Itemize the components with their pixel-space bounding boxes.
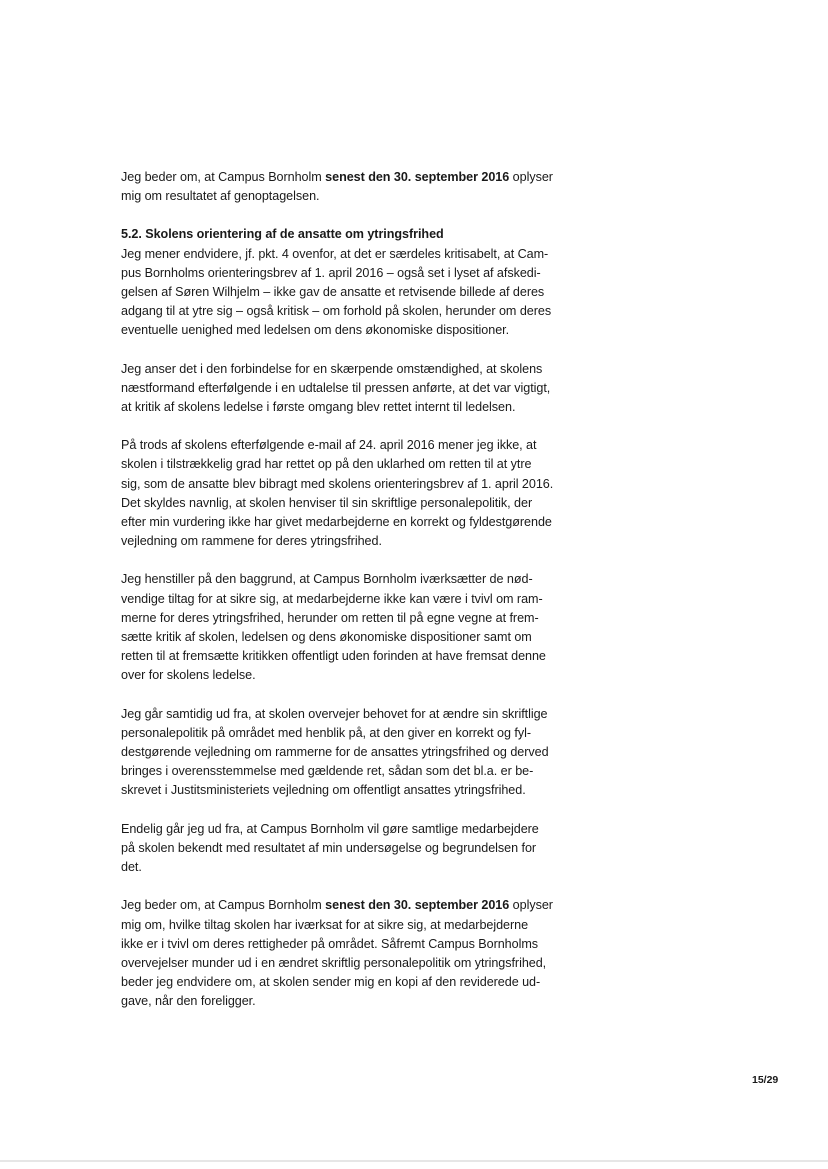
line-text: sig, som de ansatte blev bibragt med skolens orienteringsbrev af 1. april 2016.	[121, 476, 554, 491]
page-number: 15/29	[752, 1074, 779, 1086]
line-text: vejledning om rammene for deres ytringsfrihed.	[121, 534, 382, 549]
paragraph	[121, 436, 591, 551]
text-line	[121, 245, 591, 264]
line-text: det.	[121, 860, 142, 875]
line-text: overvejelser munder ud i en ændret skriftlig personalepolitik om ytringsfrihed,	[121, 955, 547, 970]
line-text: eventuelle uenighed med ledelsen om dens økonomiske dispositioner.	[121, 323, 510, 338]
text-line	[121, 168, 591, 187]
text-line	[121, 360, 591, 379]
line-text: vendige tiltag for at sikre sig, at medarbejderne ikke kan være i tvivl om ram-	[121, 591, 543, 606]
line-text: Jeg beder om, at Campus Bornholm	[121, 170, 326, 184]
text-line	[121, 666, 591, 685]
line-text: Det skyldes navnlig, at skolen henviser til sin skriftlige personalepolitik, der	[121, 495, 533, 510]
text-line	[121, 455, 591, 474]
text-line	[121, 762, 591, 781]
line-text: på skolen bekendt med resultatet af min undersøgelse og begrundelsen for	[121, 840, 537, 855]
section-heading: 5.2. Skolens orientering af de ansatte om ytringsfrihed	[121, 227, 444, 242]
text-line	[121, 628, 591, 647]
text-line	[121, 858, 591, 877]
paragraph	[121, 570, 591, 685]
line-text: personalepolitik på området med henblik på, at den giver en korrekt og fyl-	[121, 725, 531, 740]
line-text: beder jeg endvidere om, at skolen sender mig en kopi af den reviderede ud-	[121, 975, 541, 990]
text-line	[121, 436, 591, 455]
line-text: merne for deres ytringsfrihed, herunder om retten til på egne vegne at frem-	[121, 610, 539, 625]
paragraph	[121, 168, 591, 206]
line-text: at kritik af skolens ledelse i første omgang blev rettet internt til ledelsen.	[121, 400, 516, 415]
text-line	[121, 590, 591, 609]
deadline-emphasis: senest den 30. september 2016	[325, 170, 510, 184]
paragraph	[121, 896, 591, 1011]
text-line	[121, 839, 591, 858]
line-text: sætte kritik af skolen, ledelsen og dens økonomiske dispositioner samt om	[121, 630, 532, 645]
paragraph	[121, 820, 591, 878]
line-text: næstformand efterfølgende i en udtalelse til pressen anførte, at det var vigtigt,	[121, 380, 551, 395]
text-line	[121, 379, 591, 398]
line-text: gelsen af Søren Wilhjelm – ikke gav de ansatte et retvisende billede af deres	[121, 285, 545, 300]
text-line	[121, 820, 591, 839]
text-line	[121, 724, 591, 743]
text-line	[121, 705, 591, 724]
line-text: oplyser	[509, 898, 553, 913]
text-line	[121, 283, 591, 302]
text-line	[121, 973, 591, 992]
text-line	[121, 187, 591, 206]
document-body	[121, 168, 591, 1031]
text-line	[121, 781, 591, 800]
text-line	[121, 916, 591, 935]
line-text: Endelig går jeg ud fra, at Campus Bornholm vil gøre samtlige medarbejdere	[121, 821, 539, 836]
text-line	[121, 992, 591, 1011]
text-line	[121, 513, 591, 532]
deadline-emphasis: senest den 30. september 2016	[325, 898, 510, 913]
line-text: oplyser	[509, 170, 553, 184]
line-text: Jeg anser det i den forbindelse for en skærpende omstændighed, at skolens	[121, 361, 543, 376]
line-text: retten til at fremsætte kritikken offentligt uden forinden at have fremsat denne	[121, 649, 546, 664]
line-text: bringes i overensstemmelse med gældende ret, sådan som det bl.a. er be-	[121, 764, 534, 779]
text-line	[121, 264, 591, 283]
text-line	[121, 743, 591, 762]
paragraph	[121, 705, 591, 801]
paragraph	[121, 360, 591, 418]
line-text: adgang til at ytre sig – også kritisk – om forhold på skolen, herunder om deres	[121, 304, 552, 319]
line-text: gave, når den foreligger.	[121, 994, 256, 1009]
line-text: skolen i tilstrækkelig grad har rettet op på den uklarhed om retten til at ytre	[121, 457, 532, 472]
text-line	[121, 321, 591, 340]
line-text: På trods af skolens efterfølgende e-mail af 24. april 2016 mener jeg ikke, at	[121, 438, 537, 453]
line-text: pus Bornholms orienteringsbrev af 1. april 2016 – også set i lyset af afskedi-	[121, 265, 541, 280]
paragraph	[121, 225, 591, 340]
text-line	[121, 302, 591, 321]
line-text: Jeg mener endvidere, jf. pkt. 4 ovenfor, at det er særdeles kritisabelt, at Cam-	[121, 246, 549, 261]
text-line	[121, 954, 591, 973]
line-text: over for skolens ledelse.	[121, 668, 256, 683]
line-text: ikke er i tvivl om deres rettigheder på området. Såfremt Campus Bornholms	[121, 936, 539, 951]
line-text: skrevet i Justitsministeriets vejledning om offentligt ansattes ytringsfrihed.	[121, 783, 526, 798]
text-line	[121, 532, 591, 551]
line-text: mig om resultatet af genoptagelsen.	[121, 189, 320, 204]
scan-edge-line	[0, 1160, 828, 1162]
text-line	[121, 935, 591, 954]
text-line	[121, 494, 591, 513]
line-text: Jeg beder om, at Campus Bornholm	[121, 898, 326, 913]
line-text: Jeg henstiller på den baggrund, at Campus Bornholm iværksætter de nød-	[121, 572, 533, 587]
line-text: destgørende vejledning om rammerne for de ansattes ytringsfrihed og derved	[121, 745, 549, 760]
text-line	[121, 475, 591, 494]
line-text: Jeg går samtidig ud fra, at skolen overvejer behovet for at ændre sin skriftlige	[121, 706, 548, 721]
line-text: efter min vurdering ikke har givet medarbejderne en korrekt og fyldestgørende	[121, 515, 552, 530]
text-line	[121, 398, 591, 417]
text-line	[121, 647, 591, 666]
line-text: mig om, hvilke tiltag skolen har iværksat for at sikre sig, at medarbejderne	[121, 917, 529, 932]
text-line	[121, 896, 591, 915]
text-line	[121, 609, 591, 628]
text-line	[121, 570, 591, 589]
